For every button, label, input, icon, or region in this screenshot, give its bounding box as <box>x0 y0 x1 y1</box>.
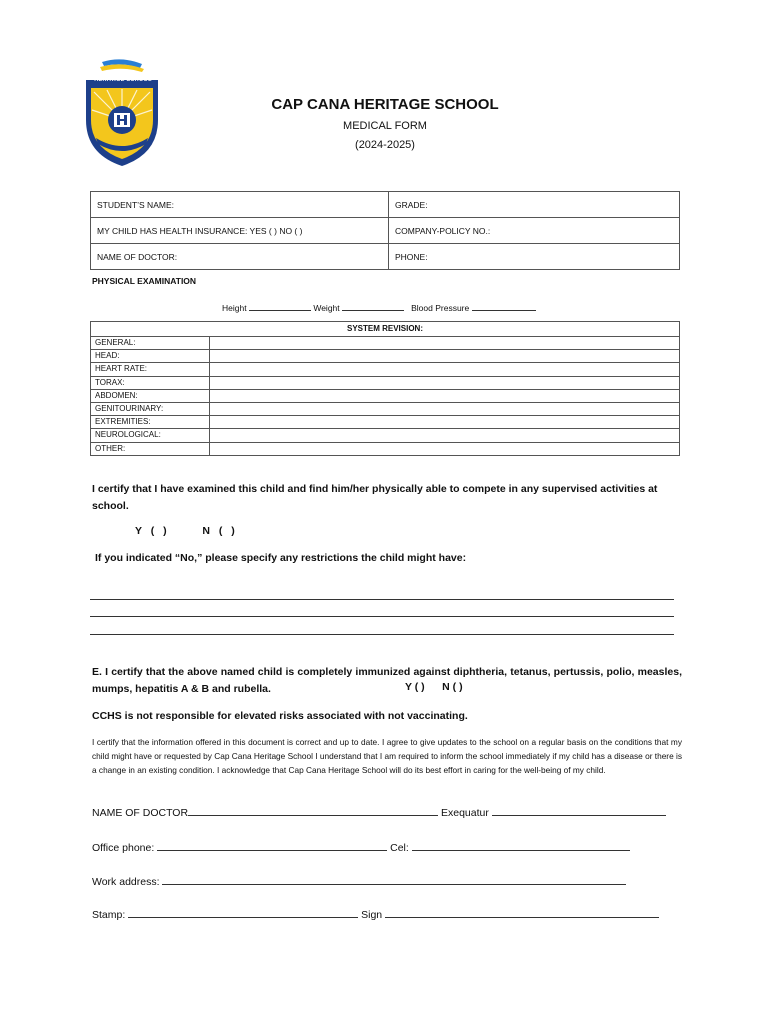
logo-text: HERITAGE SCHOOL <box>94 77 152 83</box>
student-info-table <box>90 191 680 270</box>
row-label-head: HEAD: <box>91 350 210 363</box>
sign-label: Sign <box>361 909 383 921</box>
blood-pressure-label: Blood Pressure <box>411 303 470 313</box>
work-address-line <box>92 873 626 888</box>
doctor-signature-line <box>92 804 666 819</box>
physical-exam-title: PHYSICAL EXAMINATION <box>92 276 197 286</box>
office-phone-blank[interactable] <box>157 839 387 851</box>
school-year: (2024-2025) <box>355 139 415 151</box>
sign-blank[interactable] <box>385 906 659 918</box>
table-row <box>91 402 680 415</box>
stamp-label: Stamp: <box>92 909 126 921</box>
grade-field[interactable]: GRADE: <box>389 192 680 218</box>
exequatur-blank[interactable] <box>492 804 666 816</box>
row-value-neurological[interactable] <box>210 429 680 442</box>
stamp-blank[interactable] <box>128 906 358 918</box>
doctor-name-field[interactable]: NAME OF DOCTOR: <box>91 244 389 270</box>
weight-label: Weight <box>313 303 340 313</box>
table-row <box>91 218 680 244</box>
row-value-torax[interactable] <box>210 376 680 389</box>
weight-blank[interactable] <box>342 299 404 311</box>
blood-pressure-blank[interactable] <box>472 299 536 311</box>
restrictions-prompt: If you indicated “No,” please specify any restrictions the child might have: <box>95 552 467 564</box>
table-row <box>91 322 680 337</box>
immunization-certification <box>92 664 682 698</box>
student-name-field[interactable]: STUDENT’S NAME: <box>91 192 389 218</box>
exequatur-label: Exequatur <box>440 807 489 819</box>
doctor-label: NAME OF DOCTOR <box>92 807 189 819</box>
doctor-blank[interactable] <box>188 804 438 816</box>
row-label-other: OTHER: <box>91 442 210 455</box>
row-label-torax: TORAX: <box>91 376 210 389</box>
health-insurance-field[interactable]: MY CHILD HAS HEALTH INSURANCE: YES ( ) NO ( ) <box>91 218 389 244</box>
restrictions-line-1[interactable] <box>90 599 674 600</box>
phone-line <box>92 839 630 854</box>
height-label: Height <box>222 303 247 313</box>
row-value-genitourinary[interactable] <box>210 402 680 415</box>
phone-field[interactable]: PHONE: <box>389 244 680 270</box>
table-row <box>91 429 680 442</box>
row-label-neurological: NEUROLOGICAL: <box>91 429 210 442</box>
row-label-genitourinary: GENITOURINARY: <box>91 402 210 415</box>
immunization-text: E. I certify that the above named child is completely immunized against diphtheria, tetanus, pertussis, polio, measles, mumps, hepatitis A & B and rubella. <box>92 666 682 695</box>
restrictions-line-2[interactable] <box>90 616 674 617</box>
policy-number-field[interactable]: COMPANY-POLICY NO.: <box>389 218 680 244</box>
table-row <box>91 442 680 455</box>
office-phone-label: Office phone: <box>92 842 155 854</box>
yes-checkbox[interactable]: Y ( ) <box>135 525 167 537</box>
measurements-line <box>222 299 536 313</box>
row-value-general[interactable] <box>210 337 680 350</box>
table-row <box>91 376 680 389</box>
work-address-label: Work address: <box>92 876 160 888</box>
fitness-choice <box>135 525 235 537</box>
table-row <box>91 350 680 363</box>
physical-certification: I certify that I have examined this child and find him/her physically able to compete in any supervised activities at school. <box>92 483 658 512</box>
table-row <box>91 363 680 376</box>
form-title: MEDICAL FORM <box>343 120 427 132</box>
parent-statement: I certify that the information offered in this document is correct and up to date. I agree to give updates to the school on a regular basis on the conditions that my child might have or requested by Cap Cana Heritage School I understand that I am required to inform the school immediately if my child has a disease or there is a change in an existing condition. I acknowledge that Cap Cana Heritage School will do its best effort in caring for the well-being of my child. <box>92 737 682 775</box>
row-value-head[interactable] <box>210 350 680 363</box>
row-value-abdomen[interactable] <box>210 389 680 402</box>
immunization-yes-checkbox[interactable]: Y ( ) <box>405 681 425 693</box>
table-row <box>91 416 680 429</box>
table-row <box>91 244 680 270</box>
table-row <box>91 192 680 218</box>
cel-blank[interactable] <box>412 839 630 851</box>
row-value-extremities[interactable] <box>210 416 680 429</box>
no-checkbox[interactable]: N ( ) <box>202 525 235 537</box>
school-crest-icon <box>82 58 162 168</box>
vaccination-disclaimer: CCHS is not responsible for elevated risks associated with not vaccinating. <box>92 710 468 722</box>
row-label-general: GENERAL: <box>91 337 210 350</box>
work-address-blank[interactable] <box>162 873 626 885</box>
cel-label: Cel: <box>390 842 409 854</box>
immunization-choice <box>405 681 463 693</box>
row-value-other[interactable] <box>210 442 680 455</box>
height-blank[interactable] <box>249 299 311 311</box>
row-value-heart-rate[interactable] <box>210 363 680 376</box>
table-row <box>91 337 680 350</box>
row-label-extremities: EXTREMITIES: <box>91 416 210 429</box>
system-revision-table <box>90 321 680 456</box>
school-title: CAP CANA HERITAGE SCHOOL <box>271 96 499 113</box>
table-row <box>91 389 680 402</box>
immunization-no-checkbox[interactable]: N ( ) <box>442 681 463 693</box>
restrictions-line-3[interactable] <box>90 634 674 635</box>
stamp-sign-line <box>92 906 659 921</box>
row-label-heart-rate: HEART RATE: <box>91 363 210 376</box>
system-revision-header: SYSTEM REVISION: <box>91 322 680 337</box>
row-label-abdomen: ABDOMEN: <box>91 389 210 402</box>
